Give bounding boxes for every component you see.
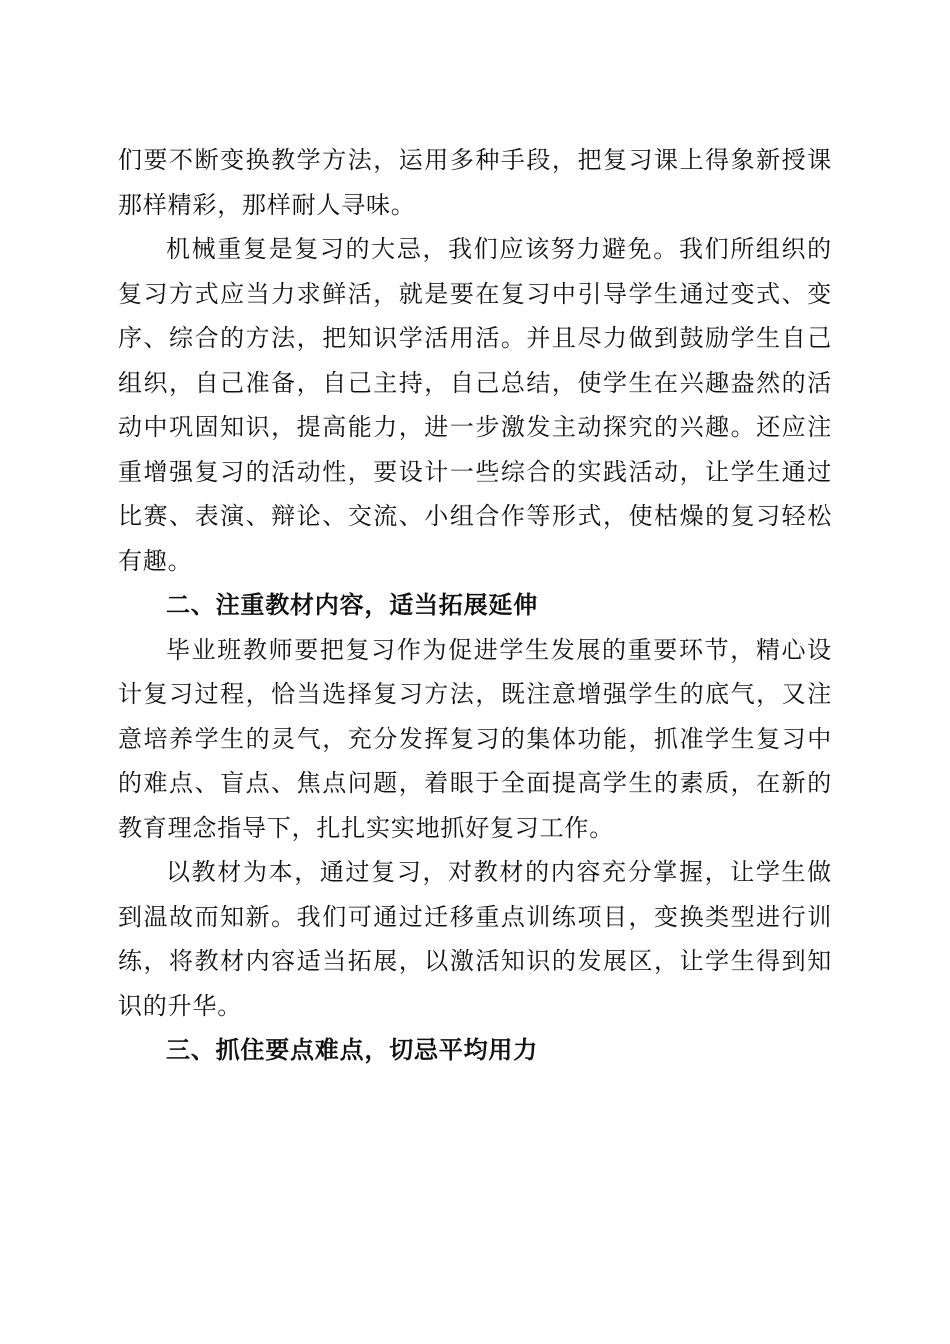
paragraph-continuation: 们要不断变换教学方法，运用多种手段，把复习课上得象新授课那样精彩，那样耐人寻味。	[118, 146, 832, 219]
paragraph-mechanical-repetition: 机械重复是复习的大忌，我们应该努力避免。我们所组织的复习方式应当力求鲜活，就是要在复习中引导学生通过变式、变序、综合的方法，把知识学活用活。并且尽力做到鼓励学生自己组织，自己准备，自己主持，自己总结，使学生在兴趣盎然的活动中巩固知识，提高能力，进一步激发主动探究的兴趣。还应注重增强复习的活动性，要设计一些综合的实践活动，让学生通过比赛、表演、辩论、交流、小组合作等形式，使枯燥的复习轻松有趣。	[118, 235, 832, 575]
paragraph-graduating-class-teachers: 毕业班教师要把复习作为促进学生发展的重要环节，精心设计复习过程，恰当选择复习方法，既注意增强学生的底气，又注意培养学生的灵气，充分发挥复习的集体功能，抓准学生复习中的难点、盲点、焦点问题，着眼于全面提高学生的素质，在新的教育理念指导下，扎扎实实地抓好复习工作。	[118, 635, 832, 842]
document-body	[118, 138, 832, 1073]
section-heading-3: 三、抓住要点难点，切忌平均用力	[166, 1036, 538, 1064]
paragraph-textbook-based: 以教材为本，通过复习，对教材的内容充分掌握，让学生做到温故而知新。我们可通过迁移重点训练项目，变换类型进行训练，将教材内容适当拓展，以激活知识的发展区，让学生得到知识的升华。	[118, 858, 832, 1020]
section-heading-2: 二、注重教材内容，适当拓展延伸	[166, 591, 538, 619]
